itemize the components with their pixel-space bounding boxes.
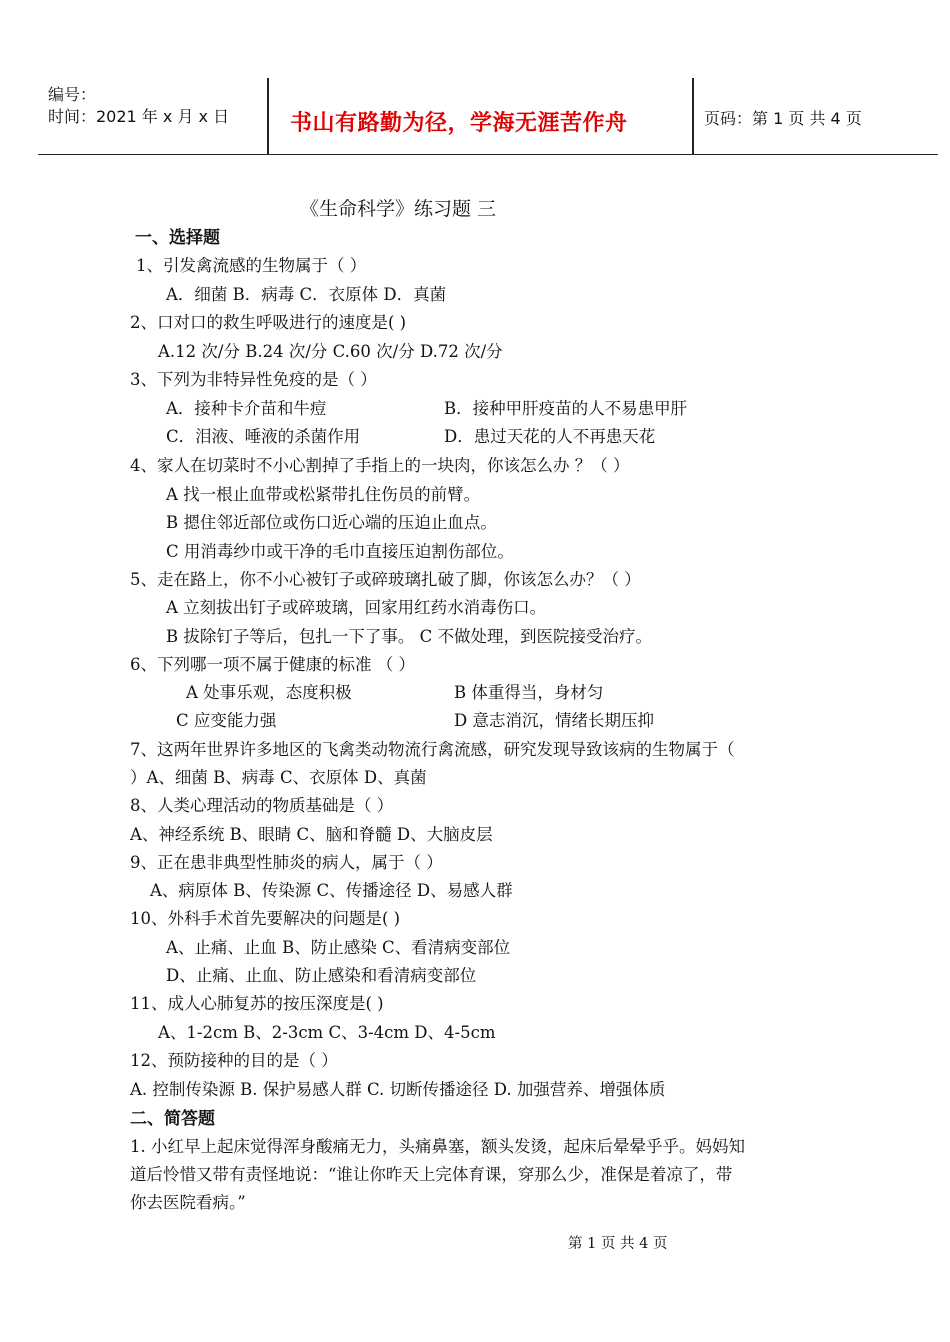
question-10: 10、外科手术首先要解决的问题是( ) — [130, 909, 401, 928]
motto: 书山有路勤为径，学海无涯苦作舟 — [290, 111, 628, 136]
essay-1-line: 道后怜惜又带有责怪地说：“谁让你昨天上完体育课，穿那么少，准保是着凉了，带 — [130, 1165, 733, 1184]
question-11: 11、成人心肺复苏的按压深度是( ) — [130, 994, 384, 1013]
question-8: 8、人类心理活动的物质基础是（ ） — [130, 796, 394, 815]
page-footer: 第 1 页 共 4 页 — [568, 1236, 668, 1252]
question-1: 1、引发禽流感的生物属于（ ） — [136, 256, 367, 275]
question-10-option-d: D、止痛、止血、防止感染和看清病变部位 — [166, 966, 477, 985]
doc-title: 《生命科学》练习题 三 — [300, 198, 497, 220]
question-5-option-a: A 立刻拔出钉子或碎玻璃，回家用红药水消毒伤口。 — [166, 598, 547, 617]
number-label: 编号： — [48, 85, 97, 104]
header-divider — [267, 78, 269, 154]
question-3-option-c: C．泪液、唾液的杀菌作用 — [166, 427, 361, 446]
question-7-options: ）A、细菌 B、病毒 C、衣原体 D、真菌 — [130, 768, 427, 787]
question-6-option-c: C 应变能力强 — [176, 711, 277, 730]
question-6-option-d: D 意志消沉，情绪长期压抑 — [454, 711, 654, 730]
question-2: 2、口对口的救生呼吸进行的速度是( ) — [130, 313, 407, 332]
page-indicator: 页码：第 1 页 共 4 页 — [704, 109, 862, 128]
question-6-option-b: B 体重得当，身材匀 — [454, 683, 604, 702]
question-6: 6、下列哪一项不属于健康的标准 （ ） — [130, 655, 415, 674]
question-4-option-c: C 用消毒纱巾或干净的毛巾直接压迫割伤部位。 — [166, 542, 514, 561]
essay-1-line: 你去医院看病。” — [130, 1193, 246, 1212]
question-5-option-b: B 拔除钉子等后，包扎一下了事。 C 不做处理，到医院接受治疗。 — [166, 627, 652, 646]
question-4-option-b: B 摁住邻近部位或伤口近心端的压迫止血点。 — [166, 513, 497, 532]
question-10-options: A、止痛、止血 B、防止感染 C、看清病变部位 — [166, 938, 511, 957]
question-1-options: A．细菌 B．病毒 C．衣原体 D．真菌 — [166, 285, 447, 304]
question-2-options: A.12 次/分 B.24 次/分 C.60 次/分 D.72 次/分 — [158, 342, 503, 361]
question-4: 4、家人在切菜时不小心割掉了手指上的一块肉，你该怎么办 ？（ ） — [130, 456, 630, 475]
question-9: 9、正在患非典型性肺炎的病人，属于（ ） — [130, 853, 443, 872]
time-label: 时间：2021 年 x 月 x 日 — [48, 107, 230, 126]
header-divider — [692, 78, 694, 154]
question-7: 7、这两年世界许多地区的飞禽类动物流行禽流感，研究发现导致该病的生物属于（ — [130, 740, 735, 759]
section-heading: 一、选择题 — [135, 228, 220, 248]
question-3-option-b: B．接种甲肝疫苗的人不易患甲肝 — [444, 399, 688, 418]
question-12: 12、预防接种的目的是（ ） — [130, 1051, 338, 1070]
question-3: 3、下列为非特异性免疫的是（ ） — [130, 370, 377, 389]
question-5: 5、走在路上，你不小心被钉子或碎玻璃扎破了脚，你该怎么办？（ ） — [130, 570, 641, 589]
question-12-options: A. 控制传染源 B. 保护易感人群 C. 切断传播途径 D. 加强营养、增强体质 — [130, 1080, 666, 1099]
question-9-options: A、病原体 B、传染源 C、传播途径 D、易感人群 — [150, 881, 513, 900]
page-header — [38, 78, 938, 155]
question-3-option-a: A．接种卡介苗和牛痘 — [166, 399, 327, 418]
essay-1-line: 1. 小红早上起床觉得浑身酸痛无力，头痛鼻塞，额头发烫，起床后晕晕乎乎。妈妈知 — [130, 1137, 745, 1156]
question-3-option-d: D．患过天花的人不再患天花 — [444, 427, 656, 446]
section-heading: 二、简答题 — [130, 1109, 215, 1129]
question-4-option-a: A 找一根止血带或松紧带扎住伤员的前臂。 — [166, 485, 481, 504]
question-11-options: A、1-2cm B、2-3cm C、3-4cm D、4-5cm — [158, 1023, 496, 1042]
question-6-option-a: A 处事乐观，态度积极 — [186, 683, 352, 702]
question-8-options: A、神经系统 B、眼睛 C、脑和脊髓 D、大脑皮层 — [130, 825, 493, 844]
